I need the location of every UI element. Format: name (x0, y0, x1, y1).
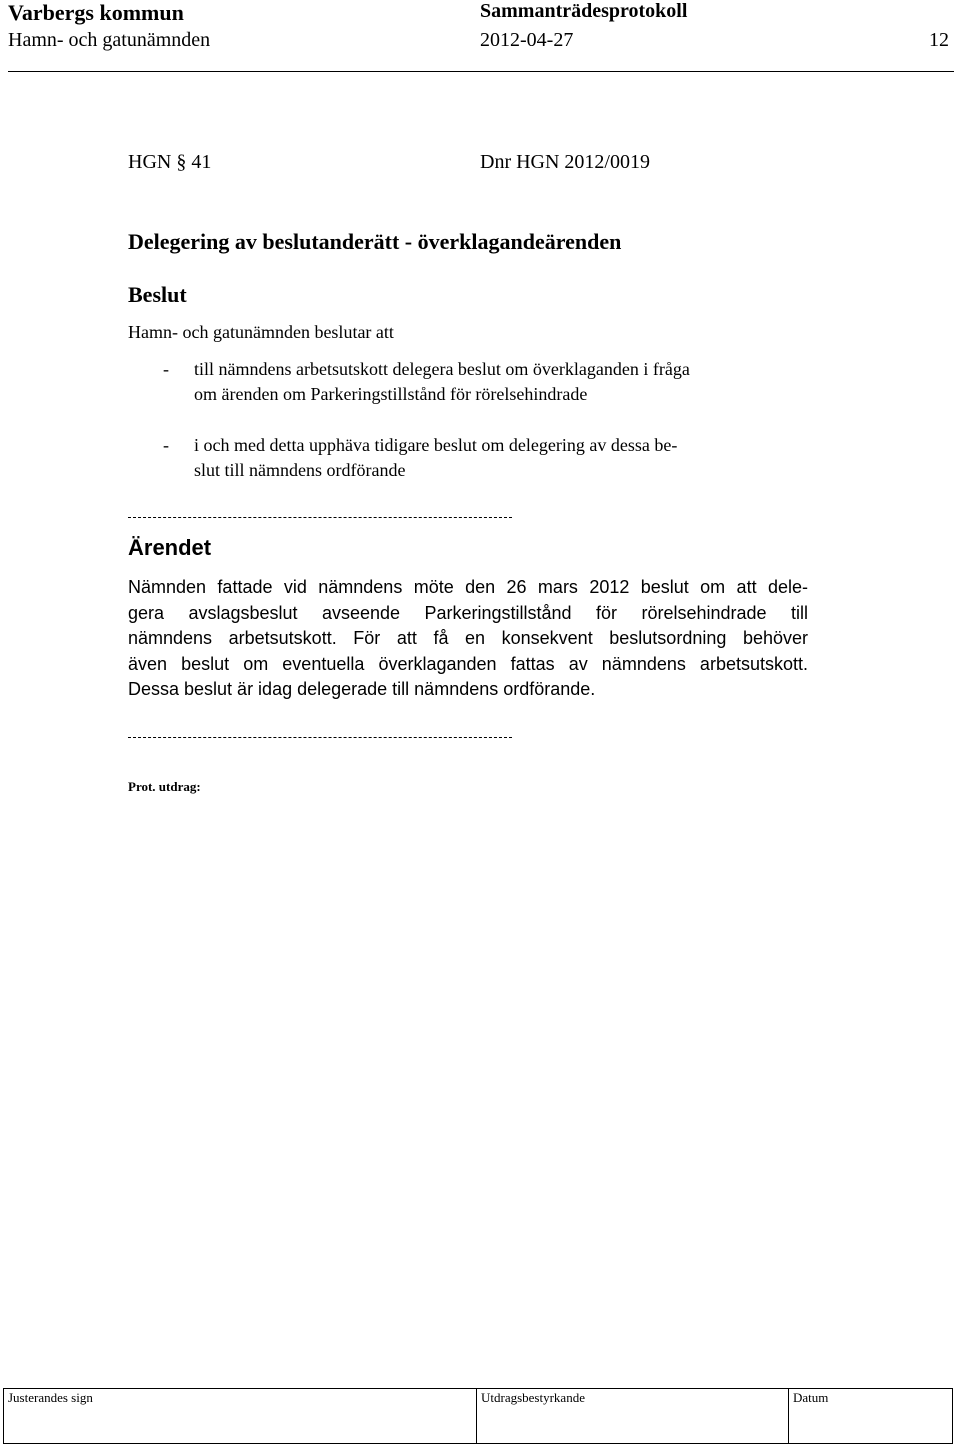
extract-certification-label: Utdragsbestyrkande (481, 1390, 585, 1405)
organization-name: Varbergs kommun (8, 0, 184, 25)
adjuster-sign-label: Justerandes sign (8, 1390, 93, 1405)
case-line: Nämnden fattade vid nämndens möte den 26 mars 2012 beslut om att dele- (128, 577, 808, 597)
paragraph-id: HGN § 41 (128, 151, 212, 173)
case-line: nämndens arbetsutskott. För att få en konsekvent beslutsordning behöver (128, 628, 808, 648)
date-cell (789, 1389, 952, 1443)
page-number: 12 (929, 29, 949, 51)
meeting-date: 2012-04-27 (480, 29, 574, 51)
decision-item-line: slut till nämndens ordförande (194, 460, 406, 480)
decision-item-dash: - (163, 359, 169, 379)
decision-item-dash: - (163, 435, 169, 455)
document-type: Sammanträdesprotokoll (480, 0, 688, 22)
signature-box (3, 1388, 953, 1444)
case-line: även beslut om eventuella överklaganden fattas av nämndens arbetsutskott. (128, 653, 808, 674)
decision-intro: Hamn- och gatunämnden beslutar att (128, 322, 394, 342)
section-divider (128, 517, 512, 518)
case-line: gera avslagsbeslut avseende Parkeringstillstånd för rörelsehindrade till (128, 602, 808, 623)
case-body (128, 575, 808, 703)
case-heading: Ärendet (128, 535, 212, 560)
decision-item-line: till nämndens arbetsutskott delegera beslut om överklaganden i fråga (194, 359, 690, 379)
decision-item-line: i och med detta upphäva tidigare beslut om delegering av dessa be- (194, 435, 678, 455)
adjuster-sign-cell (4, 1389, 477, 1443)
date-label: Datum (793, 1390, 829, 1405)
committee-name: Hamn- och gatunämnden (8, 29, 211, 51)
page-title: Delegering av beslutanderätt - överklagandeärenden (128, 229, 622, 254)
case-line: Dessa beslut är idag delegerade till nämndens ordförande. (128, 679, 596, 699)
extract-certification-cell (477, 1389, 789, 1443)
diarienummer: Dnr HGN 2012/0019 (480, 151, 650, 173)
decision-heading: Beslut (128, 282, 187, 307)
decision-item-line: om ärenden om Parkeringstillstånd för rörelsehindrade (194, 384, 588, 404)
section-divider (128, 737, 512, 738)
protocol-extract-label: Prot. utdrag: (128, 779, 201, 794)
header-divider (8, 71, 954, 72)
